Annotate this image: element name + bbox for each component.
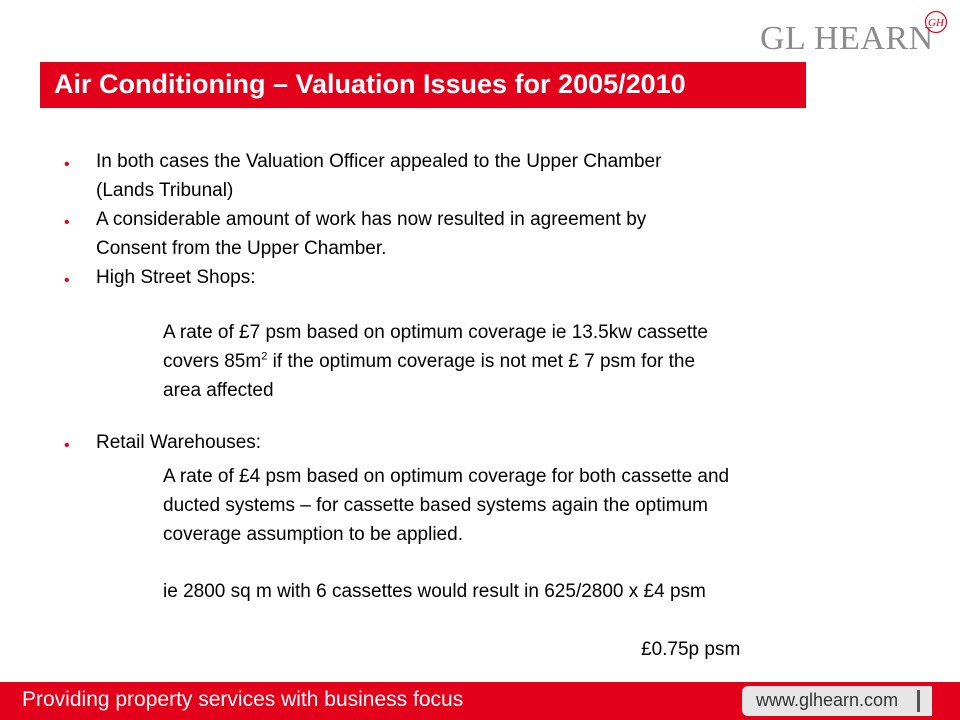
bullet-icon: • — [64, 272, 70, 289]
footer-tagline: Providing property services with business focus — [22, 688, 464, 711]
bullet-icon: • — [64, 156, 70, 173]
bullet-item: Retail Warehouses: — [96, 432, 262, 453]
bullet-item: A considerable amount of work has now resulted in agreement by Consent from the Upper Chamber. — [96, 209, 647, 259]
shops-detail: A rate of £7 psm based on optimum coverage ie 13.5kw cassette covers $85m^2$ if the optimum coverage is not met £ 7 psm for the area affected — [163, 322, 708, 401]
bullet-icon: • — [64, 437, 70, 454]
example-result: £0.75p psm — [641, 639, 741, 660]
footer-url[interactable]: www.glhearn.com — [756, 690, 899, 710]
bullet-icon: • — [64, 214, 70, 231]
bullet-item: High Street Shops: — [96, 267, 256, 288]
bullet-item: In both cases the Valuation Officer appealed to the Upper Chamber (Lands Tribunal) — [96, 151, 662, 201]
svg-text:GH: GH — [928, 17, 944, 29]
footer-divider — [917, 690, 920, 712]
logo-wordmark: GL HEARN — [760, 20, 934, 57]
warehouses-detail: A rate of £4 psm based on optimum coverage for both cassette and ducted systems – for cassette based systems again the optimum coverage assumption to be applied. — [163, 466, 730, 545]
footer-bar — [0, 682, 960, 720]
slide-title: Air Conditioning – Valuation Issues for 2005/2010 — [54, 69, 686, 99]
warehouses-example: ie 2800 sq m with 6 cassettes would result in 625/2800 x £4 psm — [163, 581, 706, 602]
footer-url-box — [742, 686, 932, 716]
